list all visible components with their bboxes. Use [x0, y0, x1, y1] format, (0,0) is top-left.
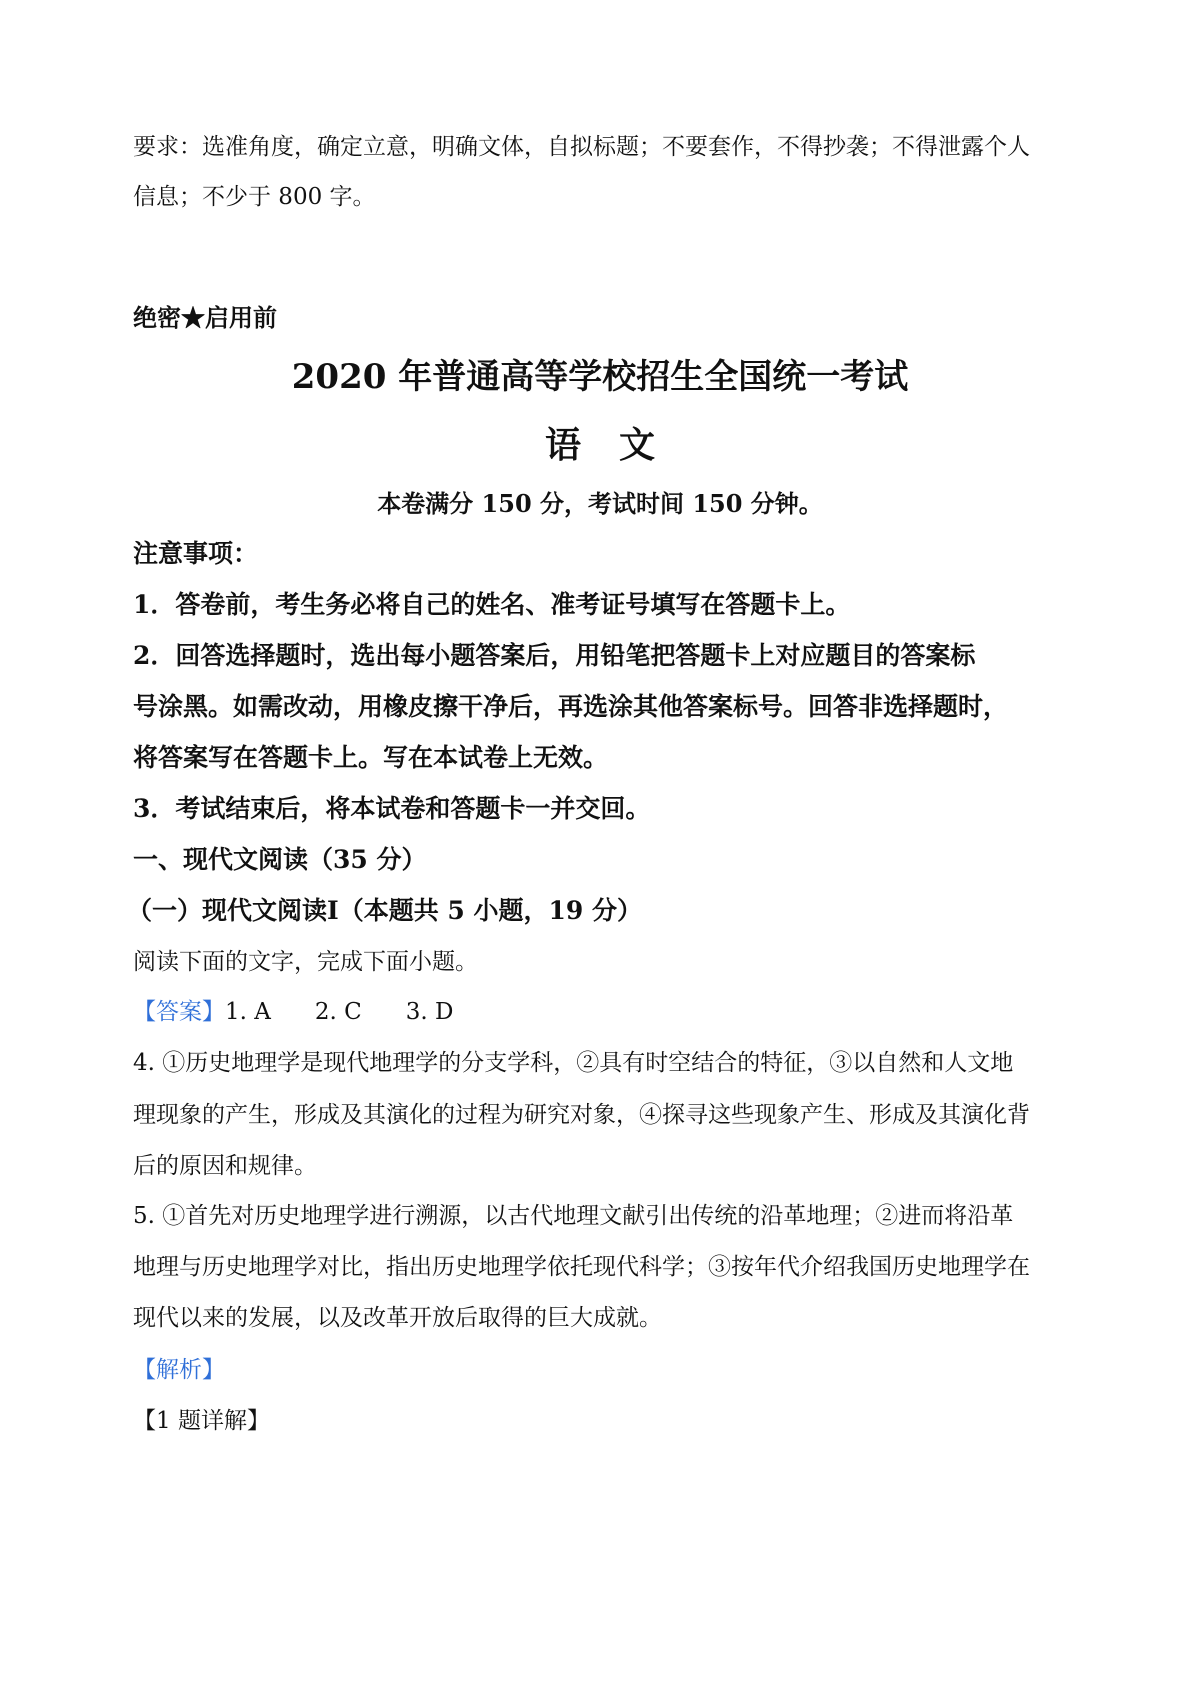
- score-time-note: 本卷满分 150 分，考试时间 150 分钟。: [377, 489, 823, 518]
- section-1-heading: 一、现代文阅读（35 分）: [133, 845, 427, 874]
- detail-label: 【1 题详解】: [133, 1408, 270, 1434]
- q5-line-1: 5. ①首先对历史地理学进行溯源，以古代地理文献引出传统的沿革地理；②进而将沿革: [133, 1203, 1014, 1229]
- notes-heading: 注意事项：: [133, 539, 259, 568]
- section-1-subheading: （一）现代文阅读Ⅰ（本题共 5 小题，19 分）: [127, 896, 642, 925]
- q4-line-3: 后的原因和规律。: [133, 1153, 317, 1179]
- answer-label: 【答案】: [133, 999, 225, 1025]
- q5-line-3: 现代以来的发展，以及改革开放后取得的巨大成就。: [133, 1305, 662, 1331]
- answer-row: [133, 997, 453, 1027]
- answer-2: 2. C: [314, 999, 362, 1025]
- subject-title: 语文: [544, 424, 693, 466]
- notes-item-2-line-3: 将答案写在答题卡上。写在本试卷上无效。: [133, 743, 609, 772]
- notes-item-2-line-1: 2．回答选择题时，选出每小题答案后，用铅笔把答题卡上对应题目的答案标: [133, 641, 976, 670]
- notes-item-2-line-2: 号涂黑。如需改动，用橡皮擦干净后，再选涂其他答案标号。回答非选择题时，: [133, 692, 1009, 721]
- notes-item-1: 1．答卷前，考生务必将自己的姓名、准考证号填写在答题卡上。: [133, 590, 851, 619]
- answer-1: 1. A: [225, 999, 271, 1025]
- q4-line-2: 理现象的产生，形成及其演化的过程为研究对象，④探寻这些现象产生、形成及其演化背: [133, 1102, 1030, 1128]
- requirement-line-2: 信息；不少于 800 字。: [133, 184, 376, 210]
- notes-item-3: 3．考试结束后，将本试卷和答题卡一并交回。: [133, 794, 651, 823]
- q5-line-2: 地理与历史地理学对比，指出历史地理学依托现代科学；③按年代介绍我国历史地理学在: [133, 1254, 1030, 1280]
- reading-instruction: 阅读下面的文字，完成下面小题。: [133, 949, 478, 975]
- answer-3: 3. D: [405, 999, 454, 1025]
- q4-line-1: 4. ①历史地理学是现代地理学的分支学科，②具有时空结合的特征，③以自然和人文地: [133, 1050, 1014, 1076]
- confidential-label: 绝密★启用前: [133, 303, 277, 332]
- requirement-line-1: 要求：选准角度，确定立意，明确文体，自拟标题；不要套作，不得抄袭；不得泄露个人: [133, 134, 1030, 160]
- exam-title: 2020 年普通高等学校招生全国统一考试: [291, 357, 909, 397]
- analysis-label: 【解析】: [133, 1357, 225, 1383]
